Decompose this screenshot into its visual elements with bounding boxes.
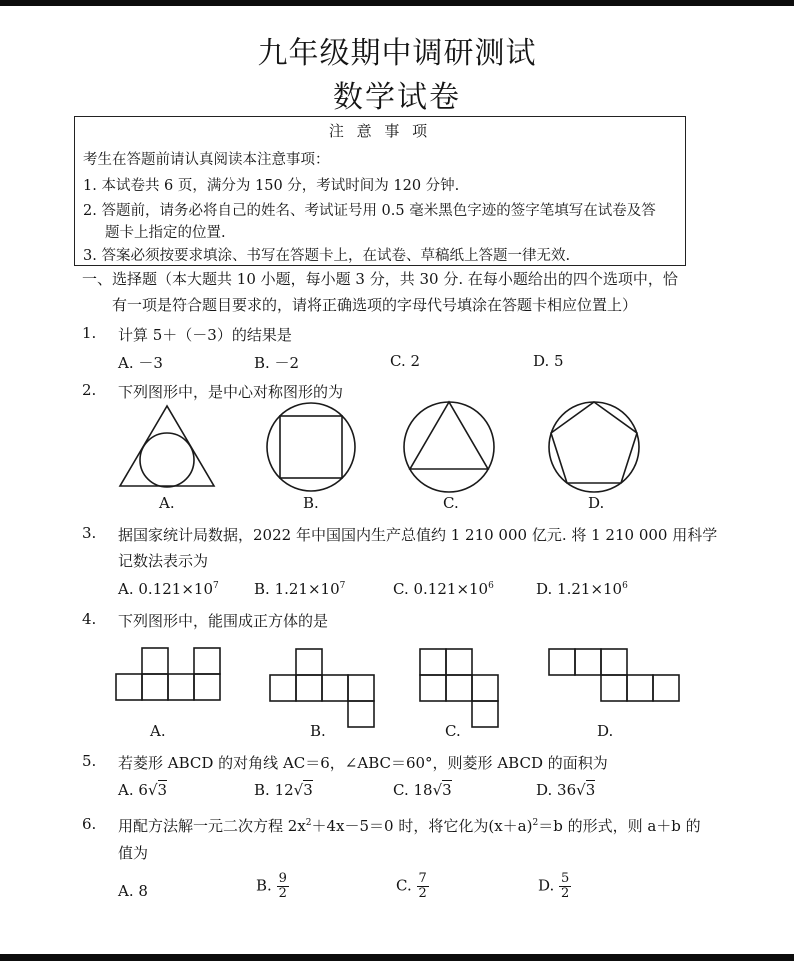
q6-option-b: B. $\frac{9}{2}$ [256,871,287,901]
q3-number: 3. [82,524,97,542]
q1-option-d: D. 5 [533,352,564,370]
q4-label-c: C. [445,722,461,740]
q5-option-c: C. 18√3 [393,781,452,799]
q1-stem: 计算 5＋（－3）的结果是 [118,326,292,344]
exam-title: 九年级期中调研测试 [257,36,537,71]
notice-heading: 注 意 事 项 [328,122,432,140]
q3-option-b: B. $1.21\times 10^7$ [254,580,346,598]
q3-option-a: A. $0.121\times 10^7$ [118,580,219,598]
q6-option-c: C. $\frac{7}{2}$ [396,871,427,901]
q4-label-d: D. [597,722,614,740]
q6-stem: 用配方法解一元二次方程 $2x^2+4x-5=0$ 时，将它化为$(x+a)^2=b$ 的形式，则 a＋b 的 [118,817,701,835]
q2-label-a: A. [159,494,175,512]
notice-intro: 考生在答题前请认真阅读本注意事项： [83,152,330,168]
q2b-square-shape [280,416,342,478]
q2a-incircle-shape [140,433,194,487]
q2-label-b: B. [303,494,319,512]
notice-item-2-cont: 题卡上指定的位置. [105,225,226,241]
q2c-circle-shape [404,402,494,492]
q4-stem: 下列图形中，能围成正方体的是 [118,612,329,630]
q2-label-c: C. [443,494,459,512]
q3-stem-cont: 记数法表示为 [118,552,209,570]
q4c-net-shape [420,649,498,727]
section1-heading: 一、选择题（本大题共 10 小题，每小题 3 分，共 30 分. 在每小题给出的四个选项中，恰 [82,270,678,288]
q2d-pentagon-shape [551,402,637,483]
section1-heading-cont: 有一项是符合题目要求的，请将正确选项的字母代号填涂在答题卡相应位置上） [112,296,638,314]
q6-option-d: D. $\frac{5}{2}$ [538,871,570,901]
q2-number: 2. [82,381,97,399]
q6-option-a: A. 8 [118,882,148,900]
q5-option-d: D. 36√3 [536,781,596,799]
q4-label-b: B. [310,722,326,740]
bottom-dark-border [0,954,794,961]
q4a-net-shape [116,648,220,700]
q1-option-a: A. －3 [118,354,163,372]
q2d-circle-shape [549,402,639,492]
q1-option-c: C. 2 [390,352,421,370]
q5-number: 5. [82,752,97,770]
q3-option-c: C. $0.121\times 10^6$ [393,580,494,598]
q3-option-d: D. $1.21\times 10^6$ [536,580,628,598]
notice-box [74,116,686,266]
q2b-circle-shape [267,403,355,491]
exam-subtitle: 数学试卷 [333,80,461,115]
q2c-triangle-shape [410,402,488,469]
q2-label-d: D. [588,494,605,512]
q4b-net-shape [270,649,374,727]
q5-option-b: B. 12√3 [254,781,313,799]
q3-stem: 据国家统计局数据，2022 年中国国内生产总值约 1 210 000 亿元. 将 1 210 000 用科学 [118,526,718,544]
notice-item-3: 3. 答案必须按要求填涂、书写在答题卡上，在试卷、草稿纸上答题一律无效. [83,248,571,264]
notice-item-1: 1. 本试卷共 6 页，满分为 150 分，考试时间为 120 分钟. [83,178,460,194]
q4-label-a: A. [150,722,166,740]
q1-option-b: B. －2 [254,354,300,372]
q6-number: 6. [82,815,97,833]
notice-item-2: 2. 答题前，请务必将自己的姓名、考试证号用 0.5 毫米黑色字迹的签字笔填写在试卷及答 [83,203,656,219]
top-dark-border [0,0,794,6]
q5-option-a: A. 6√3 [118,781,168,799]
q2-stem: 下列图形中，是中心对称图形的为 [118,383,344,401]
q4d-net-shape [549,649,679,701]
q1-number: 1. [82,324,97,342]
q5-stem: 若菱形 ABCD 的对角线 AC＝6，∠ABC＝60°，则菱形 ABCD 的面积为 [118,754,608,772]
q4-number: 4. [82,610,97,628]
q6-stem-cont: 值为 [118,844,149,862]
q2a-triangle-shape [120,406,214,486]
